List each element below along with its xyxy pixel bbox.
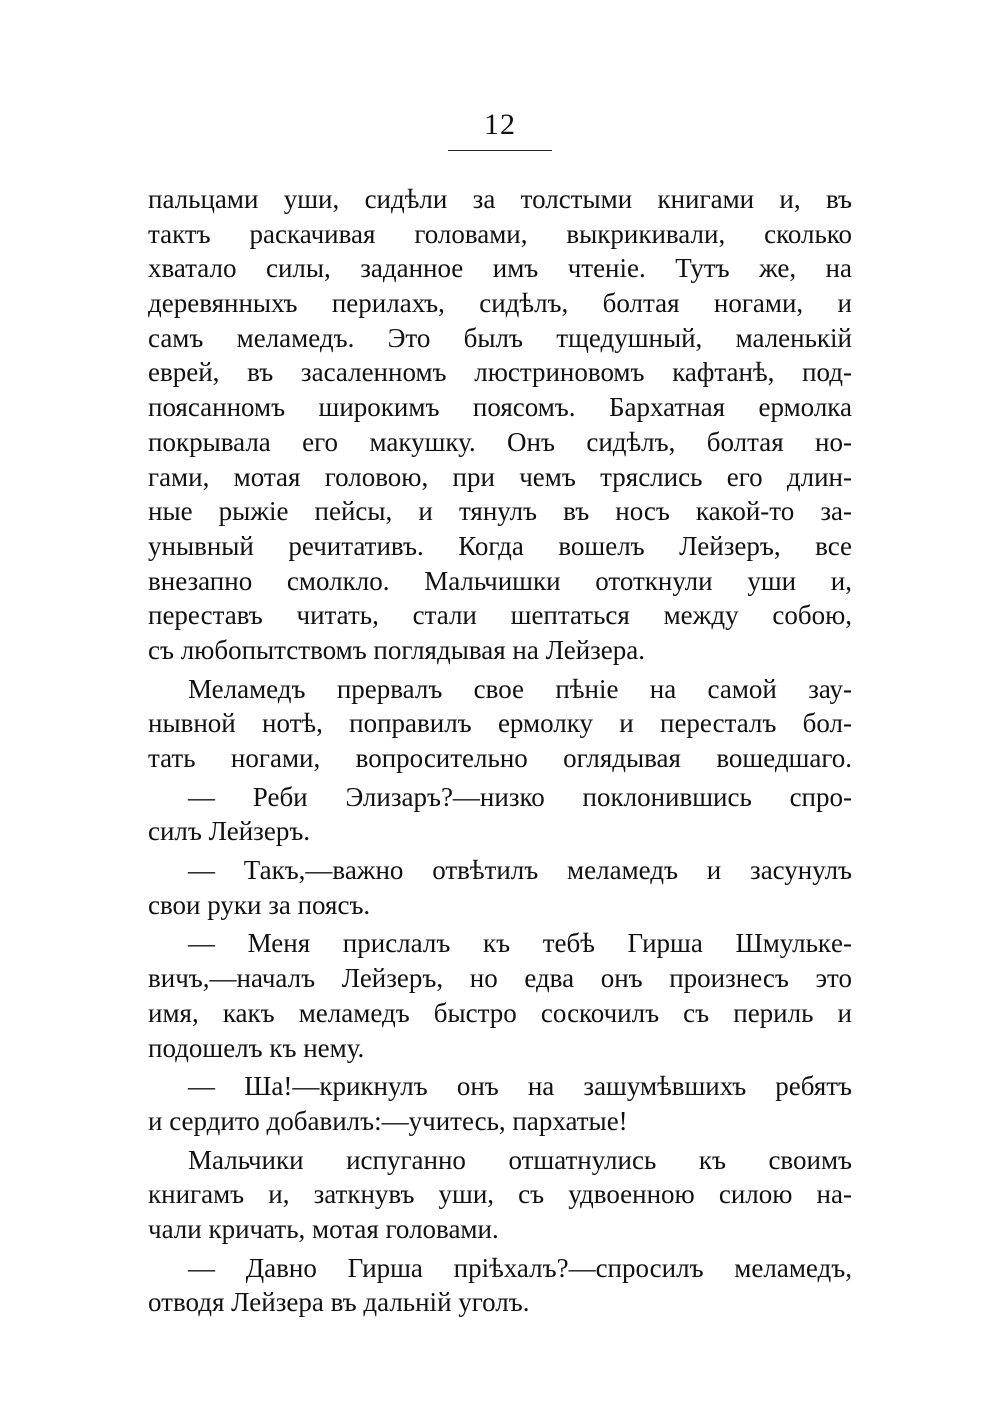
text-line: — Реби Элизаръ?—низко поклонившись спро-	[188, 781, 852, 812]
text-line: тактъ раскачивая головами, выкрикивали, сколько	[148, 218, 852, 249]
text-line: свои руки за поясъ.	[148, 889, 371, 920]
text-line: Меламедъ прервалъ свое пѣніе на самой зау-	[188, 673, 852, 704]
page-number-rule	[448, 150, 552, 151]
text-line: — Такъ,—важно отвѣтилъ меламедъ и засунулъ	[188, 855, 852, 886]
text-line: — Ша!—крикнулъ онъ на зашумѣвшихъ ребятъ	[188, 1071, 852, 1102]
text-line: деревянныхъ перилахъ, сидѣлъ, болтая ногами, и	[148, 288, 852, 319]
text-line: тать ногами, вопросительно оглядывая вошедшаго.	[148, 743, 852, 773]
text-line: гами, мотая головою, при чемъ тряслись его длин-	[148, 461, 852, 492]
body-text	[148, 182, 852, 1320]
text-line: вичъ,—началъ Лейзеръ, но едва онъ произнесъ это	[148, 963, 852, 994]
text-line: покрывала его макушку. Онъ сидѣлъ, болтая но-	[148, 426, 852, 457]
text-line: пальцами уши, сидѣли за толстыми книгами и, въ	[148, 184, 852, 214]
text-line: переставъ читать, стали шептаться между собою,	[148, 600, 852, 631]
text-line: ные рыжіе пейсы, и тянулъ въ носъ какой-то за-	[148, 496, 852, 527]
text-line: нывной нотѣ, поправилъ ермолку и пересталъ бол-	[148, 708, 852, 739]
text-line: и сердито добавилъ:—учитесь, пархатые!	[148, 1105, 628, 1136]
text-line: — Меня прислалъ къ тебѣ Гирша Шмулькe-	[188, 928, 852, 959]
text-line: книгамъ и, заткнувъ уши, съ удвоенною силою на-	[148, 1179, 852, 1210]
text-line: отводя Лейзера въ дальній уголъ.	[148, 1287, 530, 1318]
text-line: подошелъ къ нему.	[148, 1032, 365, 1063]
text-line: унывный речитативъ. Когда вошелъ Лейзеръ, все	[148, 530, 852, 561]
text-line: имя, какъ меламедъ быстро соскочилъ съ периль и	[148, 997, 852, 1028]
text-line: силъ Лейзеръ.	[148, 816, 311, 847]
text-line: внезапно смолкло. Мальчишки ототкнули уши и,	[148, 565, 852, 596]
text-line: Мальчики испуганно отшатнулись къ своимъ	[188, 1144, 852, 1175]
text-line: — Давно Гирша пріѣхалъ?—спросилъ меламедъ,	[188, 1252, 852, 1283]
text-line: еврей, въ засаленномъ люстриновомъ кафтанѣ, под-	[148, 357, 852, 388]
text-line: съ любопытствомъ поглядывая на Лейзера.	[148, 634, 646, 665]
text-line: самъ меламедъ. Это былъ тщедушный, маленькій	[148, 322, 852, 353]
text-line: хватало силы, заданное имъ чтеніе. Тутъ же, на	[148, 253, 852, 284]
page-number: 12	[484, 108, 516, 141]
text-line: чали кричать, мотая головами.	[148, 1213, 499, 1244]
text-line: поясанномъ широкимъ поясомъ. Бархатная ермолка	[148, 392, 852, 423]
